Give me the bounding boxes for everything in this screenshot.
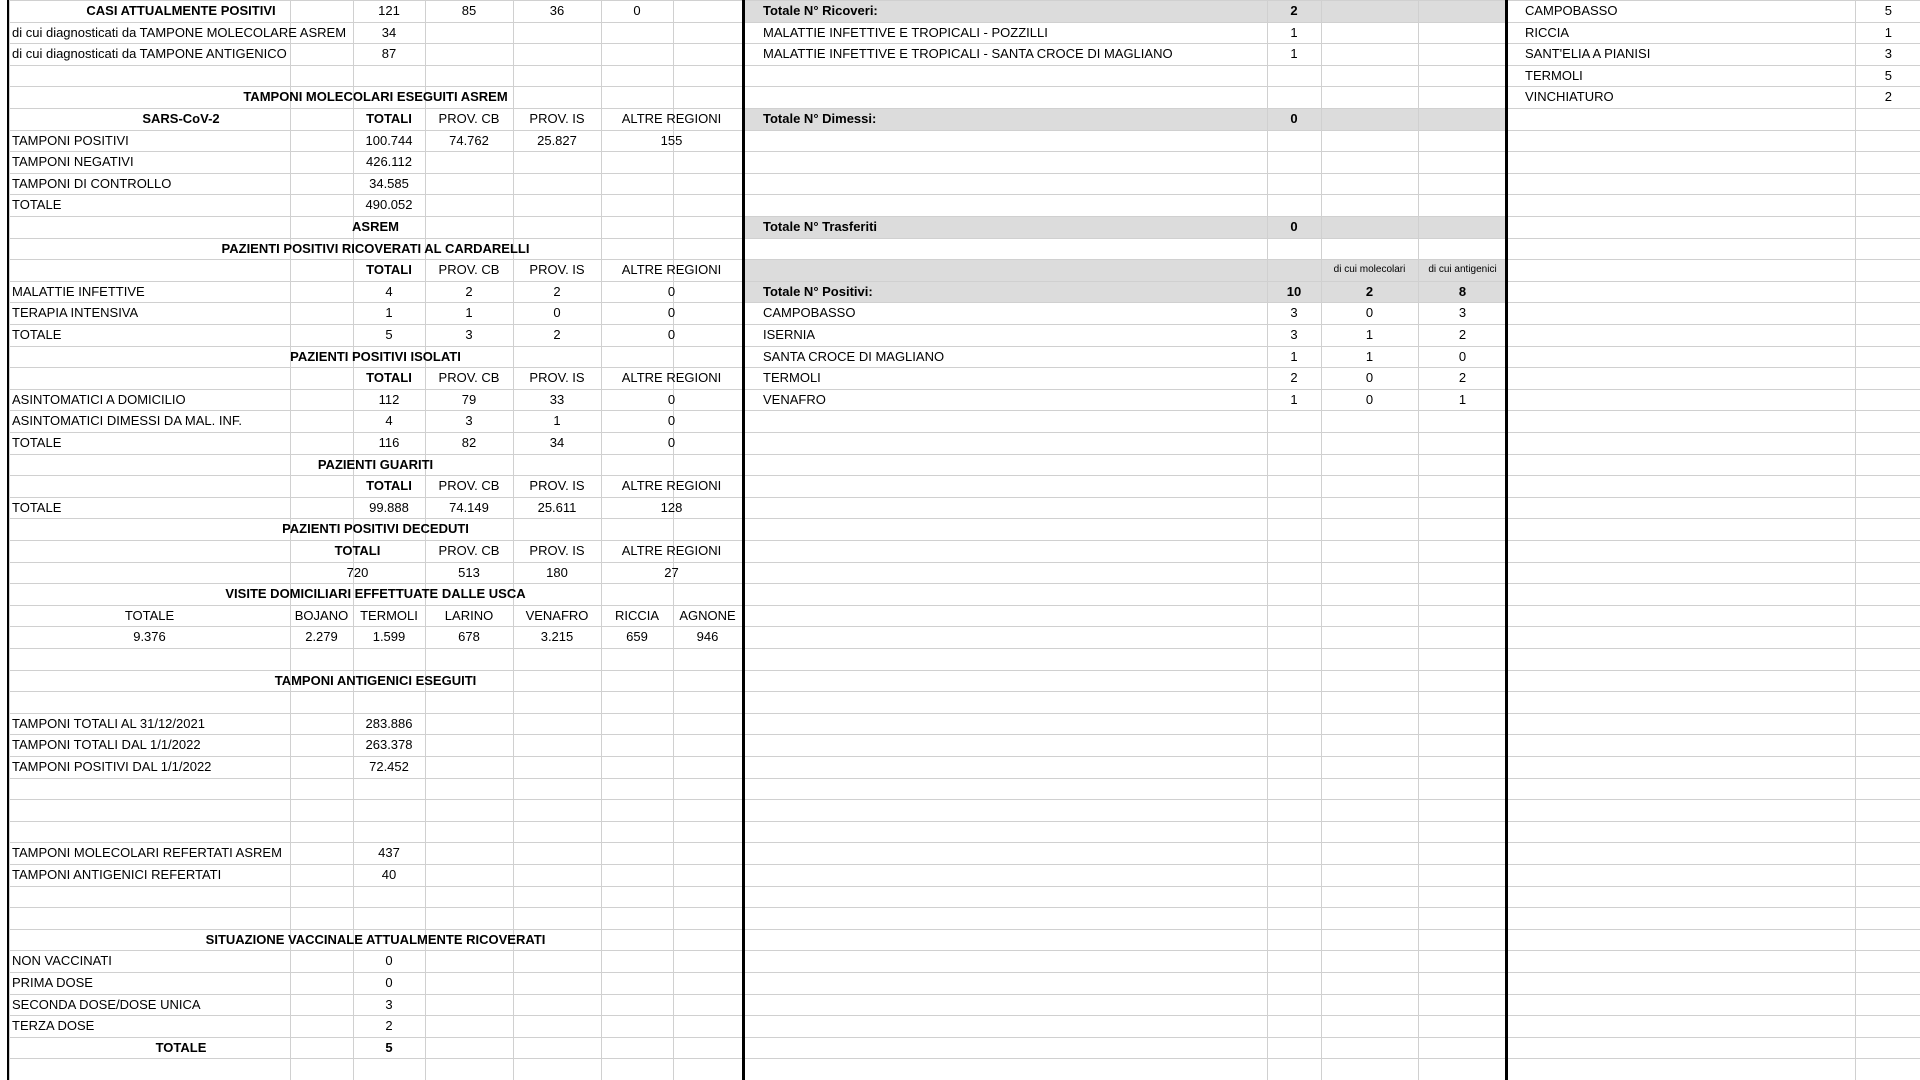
column-header: PROV. IS: [529, 543, 585, 558]
column-header: PROV. IS: [529, 370, 585, 386]
value-cell: 3: [1458, 305, 1467, 321]
value-cell: 1: [385, 305, 393, 321]
row-label: CAMPOBASSO: [1525, 3, 1618, 18]
column-header: di cui molecolari: [1333, 264, 1406, 276]
value-cell: [425, 151, 513, 172]
row-label: TAMPONI POSITIVI DAL 1/1/2022: [12, 759, 212, 774]
column-header: TOTALI: [366, 370, 412, 386]
value-cell: 0: [1365, 305, 1374, 321]
total-value: 5: [385, 1039, 393, 1055]
row-label: ASINTOMATICI A DOMICILIO: [12, 391, 186, 407]
value-cell: 0: [667, 283, 676, 299]
row-label: TERMOLI: [763, 370, 821, 386]
column-header: TOTALI: [366, 111, 412, 126]
row-line: [9, 475, 1920, 476]
value-cell: 128: [660, 499, 683, 515]
column-line: [1855, 0, 1856, 1080]
total-value: 2: [1365, 283, 1374, 299]
value-cell: 678: [458, 629, 480, 645]
value-cell: 2: [553, 327, 561, 342]
section-title-attuali: CASI ATTUALMENTE POSITIVI: [86, 3, 276, 18]
row-label: TAMPONI DI CONTROLLO: [12, 175, 172, 191]
column-header: PROV. IS: [529, 111, 585, 126]
value-cell: 0: [1365, 370, 1374, 386]
column-header: ALTRE REGIONI: [621, 543, 722, 558]
row-label: TOTALE: [12, 327, 62, 342]
column-line: [1418, 0, 1419, 1080]
total-value: 8: [1458, 283, 1467, 299]
value-cell: 33: [549, 391, 565, 407]
row-label: TERMOLI: [1525, 67, 1583, 83]
row-label: SANTA CROCE DI MAGLIANO: [763, 348, 945, 364]
column-line: [1267, 0, 1268, 1080]
total-value: 0: [1290, 219, 1298, 234]
row-line: [9, 691, 1920, 692]
section-title-molecolari: TAMPONI MOLECOLARI ESEGUITI ASREM: [243, 89, 508, 105]
value-cell: 946: [696, 629, 719, 645]
row-label: TOTALE: [12, 499, 62, 515]
column-header: VENAFRO: [525, 607, 589, 623]
value-cell: 1: [1290, 348, 1298, 364]
column-header: BOJANO: [294, 607, 349, 623]
section-title-usca: VISITE DOMICILIARI EFFETTUATE DALLE USCA: [225, 586, 526, 602]
value-cell: 1: [1290, 24, 1298, 40]
total-label: Totale N° Ricoveri:: [763, 3, 878, 18]
value-cell: 0: [633, 3, 641, 18]
value-cell: 72.452: [369, 759, 409, 774]
value-cell: 3: [1290, 305, 1298, 321]
value-cell: [513, 194, 601, 215]
row-label: RICCIA: [1525, 24, 1570, 40]
value-cell: 0: [385, 975, 393, 990]
row-label: TAMPONI NEGATIVI: [12, 154, 134, 170]
value-cell: 0: [667, 435, 676, 450]
row-line: [9, 1058, 1920, 1059]
column-header: PROV. IS: [529, 262, 585, 278]
section-title-antigenici: TAMPONI ANTIGENICI ESEGUITI: [274, 672, 477, 688]
value-cell: 283.886: [365, 715, 413, 731]
row-label: MALATTIE INFETTIVE E TROPICALI - SANTA CROCE DI MAGLIANO: [763, 46, 1173, 62]
value-cell: [601, 173, 742, 194]
value-cell: [425, 173, 513, 194]
total-value: 0: [1290, 111, 1298, 126]
row-label: TERZA DOSE: [12, 1018, 95, 1034]
row-label: TOTALE: [12, 197, 62, 213]
row-label: MALATTIE INFETTIVE: [12, 283, 145, 299]
column-header: ALTRE REGIONI: [621, 262, 722, 278]
section-title-guariti: PAZIENTI GUARITI: [317, 456, 434, 472]
value-cell: 25.827: [537, 132, 577, 148]
block-divider-left: [742, 0, 745, 1080]
value-cell: 2: [385, 1018, 393, 1034]
value-cell: 3: [1290, 327, 1298, 342]
value-cell: 4: [385, 283, 393, 299]
column-header: TERMOLI: [360, 607, 418, 623]
column-header: TOTALE: [124, 607, 175, 623]
value-cell: 2: [553, 283, 561, 299]
value-cell: 2: [1290, 370, 1298, 386]
column-header: PROV. CB: [438, 543, 500, 558]
value-cell: [601, 194, 742, 215]
value-cell: 2: [1458, 370, 1467, 386]
column-header: TOTALI: [366, 478, 412, 494]
value-cell: 0: [1365, 391, 1374, 407]
column-header: ALTRE REGIONI: [621, 370, 722, 386]
value-cell: 4: [385, 413, 393, 429]
column-header: ALTRE REGIONI: [621, 111, 722, 126]
value-cell: 1: [465, 305, 473, 321]
value-cell: 0: [667, 305, 676, 321]
value-cell: 0: [1458, 348, 1467, 364]
row-label: TAMPONI TOTALI AL 31/12/2021: [12, 715, 205, 731]
value-cell: 659: [626, 629, 648, 645]
value-cell: 87: [381, 46, 397, 62]
value-cell: 5: [1884, 67, 1892, 83]
row-label: NON VACCINATI: [12, 953, 112, 969]
value-cell: 5: [1884, 3, 1892, 18]
value-cell: 25.611: [537, 499, 577, 515]
column-header: PROV. CB: [438, 478, 500, 494]
section-title-asrem: ASREM: [352, 219, 399, 234]
column-header: TOTALI: [366, 262, 412, 278]
total-label: TOTALE: [155, 1039, 207, 1055]
column-header: PROV. CB: [438, 370, 500, 386]
value-cell: 1: [1290, 391, 1298, 407]
column-header: PROV. CB: [438, 262, 500, 278]
value-cell: 1.599: [372, 629, 406, 645]
value-cell: 82: [461, 435, 477, 450]
value-cell: 9.376: [133, 629, 166, 645]
row-label: TAMPONI ANTIGENICI REFERTATI: [12, 867, 222, 882]
value-cell: 34.585: [369, 175, 409, 191]
column-header: TOTALI: [334, 543, 381, 558]
row-label: TAMPONI TOTALI DAL 1/1/2022: [12, 737, 201, 753]
row-label: TAMPONI MOLECOLARI REFERTATI ASREM: [12, 845, 282, 861]
column-header: LARINO: [444, 607, 494, 623]
value-cell: 34: [381, 24, 397, 40]
column-header: SARS-CoV-2: [142, 111, 220, 126]
value-cell: 85: [461, 3, 477, 18]
row-label: ISERNIA: [763, 327, 816, 342]
value-cell: 1: [1290, 46, 1298, 62]
value-cell: 116: [378, 435, 400, 450]
value-cell: 513: [458, 564, 480, 580]
total-label: Totale N° Trasferiti: [763, 219, 878, 234]
value-cell: 1: [553, 413, 561, 429]
value-cell: 2: [465, 283, 473, 299]
value-cell: 3.215: [540, 629, 574, 645]
value-cell: 263.378: [365, 737, 413, 753]
row-label: TAMPONI POSITIVI: [12, 132, 129, 148]
row-label: CAMPOBASSO: [763, 305, 856, 321]
value-cell: [601, 151, 742, 172]
value-cell: 2: [1458, 327, 1467, 342]
value-cell: 437: [378, 845, 400, 861]
row-label: VINCHIATURO: [1525, 89, 1614, 105]
value-cell: 426.112: [365, 154, 413, 170]
value-cell: 490.052: [365, 197, 413, 213]
column-header: RICCIA: [614, 607, 660, 623]
value-cell: 0: [667, 327, 676, 342]
value-cell: 1: [1365, 327, 1374, 342]
value-cell: 0: [667, 391, 676, 407]
row-line: [9, 821, 1920, 822]
value-cell: 40: [381, 867, 397, 882]
section-title-ricoverati: PAZIENTI POSITIVI RICOVERATI AL CARDARELLI: [221, 240, 530, 256]
value-cell: 0: [667, 413, 676, 429]
value-cell: 1: [1884, 24, 1892, 40]
row-label: di cui diagnosticati da TAMPONE ANTIGENICO: [12, 46, 287, 62]
value-cell: 180: [546, 564, 568, 580]
section-title-vaccinale: SITUAZIONE VACCINALE ATTUALMENTE RICOVERATI: [205, 931, 546, 947]
value-cell: 34: [549, 435, 565, 450]
row-label: SECONDA DOSE/DOSE UNICA: [12, 996, 201, 1012]
value-cell: 100.744: [365, 132, 413, 148]
row-label: VENAFRO: [763, 391, 826, 407]
row-label: ASINTOMATICI DIMESSI DA MAL. INF.: [12, 413, 242, 429]
column-header: AGNONE: [679, 607, 736, 623]
section-title-isolati: PAZIENTI POSITIVI ISOLATI: [290, 348, 461, 364]
value-cell: 74.149: [449, 499, 489, 515]
total-label: Totale N° Dimessi:: [763, 111, 877, 126]
value-cell: 155: [660, 132, 683, 148]
value-cell: 99.888: [369, 499, 409, 515]
value-cell: 720: [346, 564, 369, 580]
total-label: Totale N° Positivi:: [763, 283, 873, 299]
row-label: PRIMA DOSE: [12, 975, 93, 990]
total-value: 10: [1286, 283, 1302, 299]
section-title-deceduti: PAZIENTI POSITIVI DECEDUTI: [282, 521, 469, 537]
value-cell: [425, 194, 513, 215]
column-header: ALTRE REGIONI: [621, 478, 722, 494]
row-label: di cui diagnosticati da TAMPONE MOLECOLARE ASREM: [12, 24, 347, 40]
value-cell: 5: [385, 327, 393, 342]
value-cell: [513, 173, 601, 194]
row-line: [9, 259, 1920, 260]
value-cell: 1: [1458, 391, 1467, 407]
value-cell: 3: [465, 327, 473, 342]
column-line: [1321, 0, 1322, 1080]
row-label: TOTALE: [12, 435, 62, 450]
total-value: 2: [1290, 3, 1298, 18]
value-cell: 3: [385, 996, 393, 1012]
row-label: TERAPIA INTENSIVA: [12, 305, 139, 321]
value-cell: 27: [664, 564, 679, 580]
row-label: MALATTIE INFETTIVE E TROPICALI - POZZILLI: [763, 24, 1048, 40]
value-cell: 3: [465, 413, 473, 429]
value-cell: 2: [1884, 89, 1892, 105]
value-cell: 1: [1365, 348, 1374, 364]
value-cell: 2.279: [305, 629, 338, 645]
value-cell: [513, 151, 601, 172]
row-line: [9, 778, 1920, 779]
row-line: [9, 886, 1920, 887]
value-cell: 121: [378, 3, 400, 18]
value-cell: 0: [385, 953, 393, 969]
column-header: PROV. IS: [529, 478, 585, 494]
block-divider-right: [1505, 0, 1508, 1080]
value-cell: 112: [378, 391, 400, 407]
row-line: [9, 907, 1920, 908]
column-header: di cui antigenici: [1428, 264, 1497, 276]
value-cell: 0: [553, 305, 561, 321]
row-line: [9, 648, 1920, 649]
value-cell: 74.762: [449, 132, 489, 148]
value-cell: 36: [549, 3, 565, 18]
row-line: [9, 799, 1920, 800]
column-header: PROV. CB: [438, 111, 500, 126]
value-cell: 79: [461, 391, 477, 407]
value-cell: 3: [1884, 46, 1892, 62]
row-label: SANT'ELIA A PIANISI: [1525, 46, 1651, 62]
